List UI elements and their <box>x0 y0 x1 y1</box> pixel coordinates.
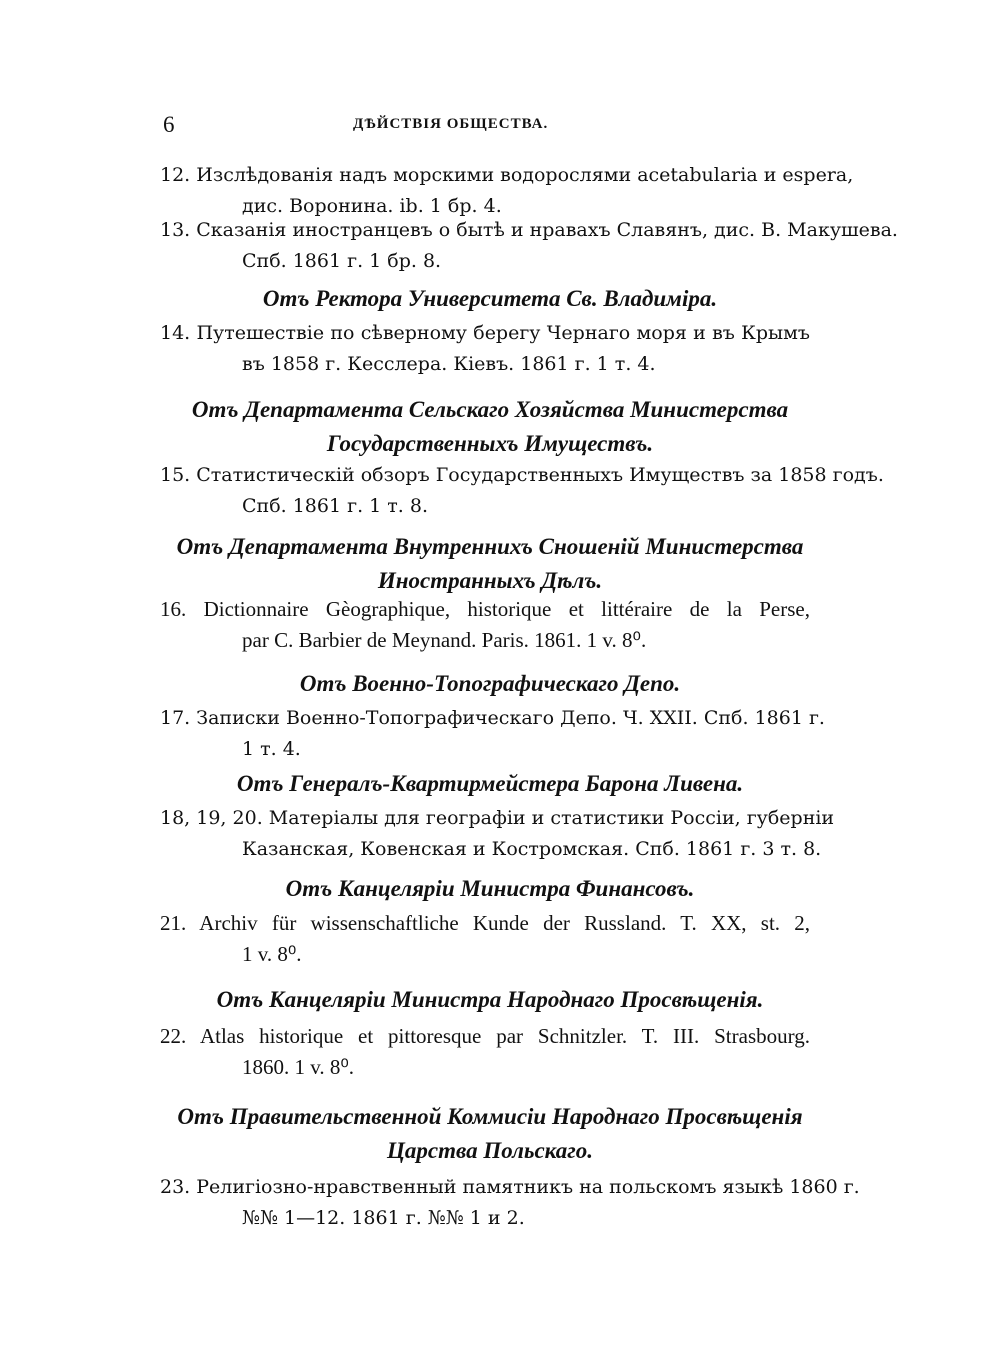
entry-line: Казанская, Ковенская и Костромская. Спб. 1861 г. 3 т. 8. <box>242 838 822 860</box>
page-number: 6 <box>163 112 175 137</box>
section-heading-line: Отъ Правительственной Коммисіи Народнаго Просвѣщенія <box>177 1104 803 1129</box>
entry-16 <box>160 594 810 656</box>
entry-line: въ 1858 г. Кесслера. Кіевъ. 1861 г. 1 т. 4. <box>242 353 656 375</box>
section-heading-line: Государственныхъ Имуществъ. <box>326 431 654 456</box>
section-heading-line: Отъ Ректора Университета Св. Владиміра. <box>262 286 718 311</box>
entry-line: Спб. 1861 г. 1 бр. 8. <box>242 250 442 272</box>
section-heading-line: Отъ Военно-Топографическаго Депо. <box>299 671 681 696</box>
entry-15 <box>160 460 884 522</box>
entry-line: №№ 1—12. 1861 г. №№ 1 и 2. <box>242 1207 525 1229</box>
entry-line: 1 v. 8⁰. <box>242 942 302 966</box>
section-heading-line: Иностранныхъ Дѣлъ. <box>377 568 603 593</box>
entry-line: 13. Сказанія иностранцевъ о бытѣ и нравахъ Славянъ, дис. В. Макушева. <box>160 219 898 241</box>
entry-line: 14. Путешествіе по сѣверному берегу Чернаго моря и въ Крымъ <box>160 322 810 344</box>
section-heading-line: Отъ Канцеляріи Министра Народнаго Просвѣщенія. <box>216 987 764 1012</box>
entry-line: 23. Религіозно-нравственный памятникъ на польскомъ языкѣ 1860 г. <box>160 1176 860 1198</box>
entry-line: 22. Atlas historique et pittoresque par Schnitzler. T. III. Strasbourg. <box>160 1024 810 1048</box>
entry-line: Спб. 1861 г. 1 т. 8. <box>242 495 428 517</box>
entry-12 <box>160 160 854 222</box>
section-heading <box>160 983 820 1017</box>
entry-line: 15. Статистическій обзоръ Государственныхъ Имуществъ за 1858 годъ. <box>160 464 884 486</box>
section-heading <box>160 530 820 598</box>
entry-23 <box>160 1172 860 1234</box>
section-heading <box>160 767 820 801</box>
entry-14 <box>160 318 810 380</box>
section-heading <box>160 1100 820 1168</box>
entry-line: дис. Воронина. ib. 1 бр. 4. <box>242 195 502 217</box>
entry-line: 17. Записки Военно-Топографическаго Депо. Ч. XXII. Спб. 1861 г. <box>160 707 825 729</box>
section-heading-line: Отъ Канцеляріи Министра Финансовъ. <box>285 876 695 901</box>
section-heading-line: Отъ Департамента Внутреннихъ Сношеній Министерства <box>176 534 804 559</box>
section-heading <box>160 282 820 316</box>
entry-line: 16. Dictionnaire Gèographique, historique et littéraire de la Perse, <box>160 597 810 621</box>
entry-21 <box>160 908 810 970</box>
entry-22 <box>160 1021 810 1083</box>
section-heading <box>160 872 820 906</box>
entry-line: 21. Archiv für wissenschaftliche Kunde der Russland. T. XX, st. 2, <box>160 911 810 935</box>
section-heading-line: Отъ Генералъ-Квартирмейстера Барона Ливена. <box>236 771 744 796</box>
page-header <box>163 112 803 146</box>
entry-13 <box>160 215 898 277</box>
section-heading <box>160 393 820 461</box>
entry-line: par C. Barbier de Meynand. Paris. 1861. 1 v. 8⁰. <box>242 628 647 652</box>
running-title: ДѢЙСТВІЯ ОБЩЕСТВА. <box>353 116 549 132</box>
entry-17 <box>160 703 825 765</box>
entry-18-20 <box>160 803 835 865</box>
entry-line: 1860. 1 v. 8⁰. <box>242 1055 355 1079</box>
section-heading-line: Отъ Департамента Сельскаго Хозяйства Министерства <box>191 397 789 422</box>
entry-line: 12. Изслѣдованія надъ морскими водорослями acetabularia и espera, <box>160 164 854 186</box>
entry-line: 1 т. 4. <box>242 738 301 760</box>
section-heading-line: Царства Польскаго. <box>386 1138 594 1163</box>
entry-line: 18, 19, 20. Матеріалы для географіи и статистики Россіи, губерніи <box>160 807 835 829</box>
section-heading <box>160 667 820 701</box>
